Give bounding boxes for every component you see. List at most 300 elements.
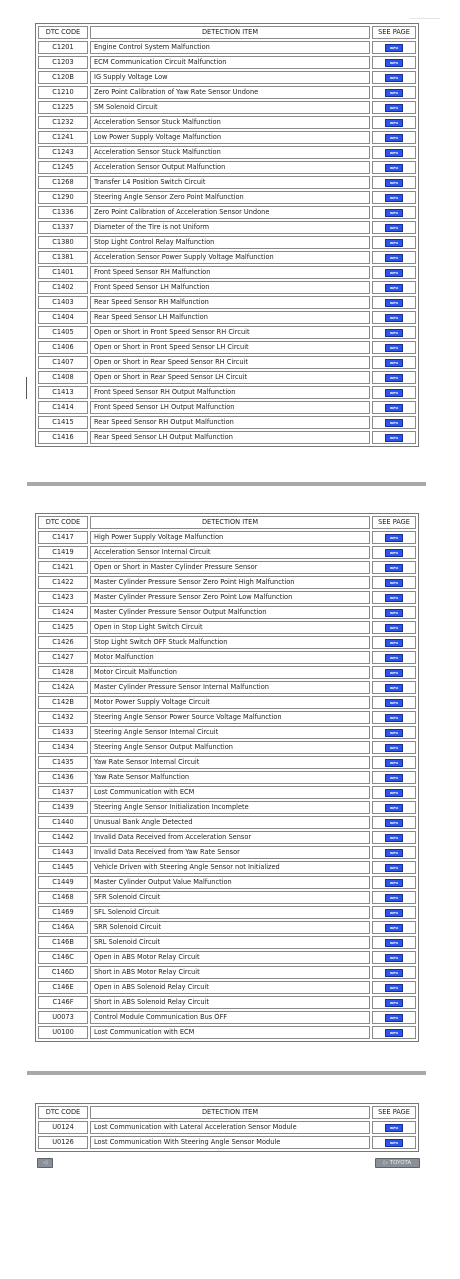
info-button[interactable]: INFO bbox=[385, 74, 403, 82]
detection-item-cell: Acceleration Sensor Power Supply Voltage Malfunction bbox=[90, 251, 370, 264]
info-button[interactable]: INFO bbox=[385, 149, 403, 157]
info-button[interactable]: INFO bbox=[385, 654, 403, 662]
info-button[interactable]: INFO bbox=[385, 239, 403, 247]
see-page-cell bbox=[372, 666, 416, 679]
dtc-code-cell: C1415 bbox=[38, 416, 88, 429]
see-page-cell bbox=[372, 816, 416, 829]
table-row bbox=[38, 591, 416, 604]
table-row bbox=[38, 711, 416, 724]
dtc-code-cell: C1336 bbox=[38, 206, 88, 219]
info-button[interactable]: INFO bbox=[385, 269, 403, 277]
detection-item-cell: Acceleration Sensor Output Malfunction bbox=[90, 161, 370, 174]
see-page-cell bbox=[372, 936, 416, 949]
see-page-cell bbox=[372, 786, 416, 799]
table-row bbox=[38, 131, 416, 144]
table-row bbox=[38, 831, 416, 844]
see-page-cell bbox=[372, 636, 416, 649]
dtc-code-cell: C1468 bbox=[38, 891, 88, 904]
table-row bbox=[38, 431, 416, 444]
detection-item-cell: SFL Solenoid Circuit bbox=[90, 906, 370, 919]
table-row bbox=[38, 636, 416, 649]
section-divider bbox=[27, 1071, 426, 1075]
see-page-cell bbox=[372, 281, 416, 294]
table-row bbox=[38, 861, 416, 874]
detection-item-cell: Zero Point Calibration of Acceleration Sensor Undone bbox=[90, 206, 370, 219]
dtc-code-cell: C1432 bbox=[38, 711, 88, 724]
info-button[interactable]: INFO bbox=[385, 954, 403, 962]
table-row bbox=[38, 696, 416, 709]
text-cursor bbox=[26, 377, 27, 399]
info-button[interactable]: INFO bbox=[385, 549, 403, 557]
see-page-cell bbox=[372, 966, 416, 979]
see-page-cell bbox=[372, 356, 416, 369]
detection-item-cell: Steering Angle Sensor Initialization Incomplete bbox=[90, 801, 370, 814]
dtc-code-cell: C1380 bbox=[38, 236, 88, 249]
dtc-code-cell: C1425 bbox=[38, 621, 88, 634]
dtc-code-cell: C1408 bbox=[38, 371, 88, 384]
dtc-code-cell: C146A bbox=[38, 921, 88, 934]
see-page-cell bbox=[372, 906, 416, 919]
dtc-code-cell: C146D bbox=[38, 966, 88, 979]
table-row bbox=[38, 921, 416, 934]
info-button[interactable]: INFO bbox=[385, 729, 403, 737]
info-button[interactable]: INFO bbox=[385, 984, 403, 992]
dtc-code-cell: C146E bbox=[38, 981, 88, 994]
dtc-code-cell: C1440 bbox=[38, 816, 88, 829]
dtc-code-cell: U0073 bbox=[38, 1011, 88, 1024]
detection-item-cell: ECM Communication Circuit Malfunction bbox=[90, 56, 370, 69]
dtc-code-cell: C1434 bbox=[38, 741, 88, 754]
dtc-code-cell: C1203 bbox=[38, 56, 88, 69]
detection-item-cell: Rear Speed Sensor RH Output Malfunction bbox=[90, 416, 370, 429]
dtc-code-cell: C1435 bbox=[38, 756, 88, 769]
detection-item-cell: Master Cylinder Pressure Sensor Output Malfunction bbox=[90, 606, 370, 619]
dtc-code-header: DTC CODE bbox=[38, 26, 88, 39]
dtc-code-cell: C1421 bbox=[38, 561, 88, 574]
top-rule bbox=[410, 18, 440, 19]
see-page-cell bbox=[372, 576, 416, 589]
info-button[interactable]: INFO bbox=[385, 804, 403, 812]
table-header-row bbox=[38, 1106, 416, 1119]
info-button[interactable]: INFO bbox=[385, 1014, 403, 1022]
detection-item-cell: Lost Communication with Lateral Acceleration Sensor Module bbox=[90, 1121, 370, 1134]
dtc-code-cell: C1437 bbox=[38, 786, 88, 799]
detection-item-cell: Engine Control System Malfunction bbox=[90, 41, 370, 54]
detection-item-cell: Motor Circuit Malfunction bbox=[90, 666, 370, 679]
dtc-code-cell: C1245 bbox=[38, 161, 88, 174]
dtc-code-cell: C1381 bbox=[38, 251, 88, 264]
see-page-cell bbox=[372, 161, 416, 174]
info-button[interactable]: INFO bbox=[385, 879, 403, 887]
section-divider bbox=[27, 482, 426, 486]
table-row bbox=[38, 771, 416, 784]
detection-item-cell: Stop Light Switch OFF Stuck Malfunction bbox=[90, 636, 370, 649]
dtc-code-header: DTC CODE bbox=[38, 1106, 88, 1119]
dtc-code-cell: C1406 bbox=[38, 341, 88, 354]
detection-item-header: DETECTION ITEM bbox=[90, 516, 370, 529]
table-row bbox=[38, 146, 416, 159]
info-button[interactable]: INFO bbox=[385, 299, 403, 307]
dtc-code-header: DTC CODE bbox=[38, 516, 88, 529]
see-page-cell bbox=[372, 41, 416, 54]
dtc-code-cell: C1404 bbox=[38, 311, 88, 324]
table-row bbox=[38, 191, 416, 204]
info-button[interactable]: INFO bbox=[385, 834, 403, 842]
see-page-header: SEE PAGE bbox=[372, 516, 416, 529]
table-row bbox=[38, 576, 416, 589]
dtc-code-cell: C1337 bbox=[38, 221, 88, 234]
detection-item-cell: Zero Point Calibration of Yaw Rate Sensor Undone bbox=[90, 86, 370, 99]
see-page-cell bbox=[372, 71, 416, 84]
info-button[interactable]: INFO bbox=[385, 134, 403, 142]
see-page-cell bbox=[372, 236, 416, 249]
dtc-code-cell: C1422 bbox=[38, 576, 88, 589]
table-row bbox=[38, 416, 416, 429]
detection-item-cell: High Power Supply Voltage Malfunction bbox=[90, 531, 370, 544]
info-button[interactable]: INFO bbox=[385, 329, 403, 337]
see-page-cell bbox=[372, 131, 416, 144]
see-page-cell bbox=[372, 981, 416, 994]
info-button[interactable]: INFO bbox=[385, 669, 403, 677]
table-row bbox=[38, 666, 416, 679]
table-row bbox=[38, 161, 416, 174]
dtc-code-cell: C1403 bbox=[38, 296, 88, 309]
table-row bbox=[38, 1121, 416, 1134]
table-row bbox=[38, 726, 416, 739]
detection-item-cell: Invalid Data Received from Acceleration Sensor bbox=[90, 831, 370, 844]
dtc-table-3 bbox=[35, 1103, 419, 1152]
detection-item-header: DETECTION ITEM bbox=[90, 26, 370, 39]
dtc-code-cell: C1416 bbox=[38, 431, 88, 444]
info-button[interactable]: INFO bbox=[385, 164, 403, 172]
see-page-cell bbox=[372, 591, 416, 604]
detection-item-cell: Stop Light Control Relay Malfunction bbox=[90, 236, 370, 249]
info-button[interactable]: INFO bbox=[385, 594, 403, 602]
table-row bbox=[38, 311, 416, 324]
see-page-cell bbox=[372, 191, 416, 204]
table-row bbox=[38, 326, 416, 339]
detection-item-cell: Open or Short in Front Speed Sensor LH Circuit bbox=[90, 341, 370, 354]
info-button[interactable]: INFO bbox=[385, 224, 403, 232]
see-page-cell bbox=[372, 711, 416, 724]
see-page-cell bbox=[372, 876, 416, 889]
detection-item-cell: Acceleration Sensor Internal Circuit bbox=[90, 546, 370, 559]
table-row bbox=[38, 786, 416, 799]
dtc-code-cell: C146B bbox=[38, 936, 88, 949]
info-button[interactable]: INFO bbox=[385, 774, 403, 782]
see-page-cell bbox=[372, 531, 416, 544]
see-page-cell bbox=[372, 56, 416, 69]
info-button[interactable]: INFO bbox=[385, 89, 403, 97]
see-page-cell bbox=[372, 741, 416, 754]
table-row bbox=[38, 1026, 416, 1039]
table-row bbox=[38, 531, 416, 544]
table-row bbox=[38, 621, 416, 634]
detection-item-cell: Front Speed Sensor RH Output Malfunction bbox=[90, 386, 370, 399]
info-button[interactable]: INFO bbox=[385, 924, 403, 932]
table-row bbox=[38, 221, 416, 234]
dtc-code-cell: C146C bbox=[38, 951, 88, 964]
toyota-next-button[interactable]: ▷ TOYOTA bbox=[375, 1158, 420, 1168]
detection-item-cell: Open or Short in Rear Speed Sensor RH Circuit bbox=[90, 356, 370, 369]
see-page-header: SEE PAGE bbox=[372, 1106, 416, 1119]
table-row bbox=[38, 116, 416, 129]
detection-item-cell: Short in ABS Solenoid Relay Circuit bbox=[90, 996, 370, 1009]
info-button[interactable]: INFO bbox=[385, 819, 403, 827]
detection-item-cell: Lost Communication with ECM bbox=[90, 786, 370, 799]
detection-item-cell: Invalid Data Received from Yaw Rate Sensor bbox=[90, 846, 370, 859]
table-row bbox=[38, 281, 416, 294]
see-page-cell bbox=[372, 921, 416, 934]
info-button[interactable]: INFO bbox=[385, 1139, 403, 1147]
dtc-code-cell: C1426 bbox=[38, 636, 88, 649]
detection-item-cell: Rear Speed Sensor RH Malfunction bbox=[90, 296, 370, 309]
table-row bbox=[38, 906, 416, 919]
table-row bbox=[38, 341, 416, 354]
table-row bbox=[38, 741, 416, 754]
table-row bbox=[38, 951, 416, 964]
detection-item-cell: Low Power Supply Voltage Malfunction bbox=[90, 131, 370, 144]
info-button[interactable]: INFO bbox=[385, 909, 403, 917]
table-header-row bbox=[38, 26, 416, 39]
info-button[interactable]: INFO bbox=[385, 254, 403, 262]
see-page-cell bbox=[372, 401, 416, 414]
info-button[interactable]: INFO bbox=[385, 939, 403, 947]
see-page-cell bbox=[372, 561, 416, 574]
table-row bbox=[38, 561, 416, 574]
table-row bbox=[38, 386, 416, 399]
table-row bbox=[38, 176, 416, 189]
see-page-cell bbox=[372, 801, 416, 814]
see-page-header: SEE PAGE bbox=[372, 26, 416, 39]
dtc-code-cell: C1401 bbox=[38, 266, 88, 279]
see-page-cell bbox=[372, 861, 416, 874]
dtc-code-cell: C120B bbox=[38, 71, 88, 84]
table-row bbox=[38, 546, 416, 559]
info-button[interactable]: INFO bbox=[385, 359, 403, 367]
table-row bbox=[38, 206, 416, 219]
table-row bbox=[38, 801, 416, 814]
info-button[interactable]: INFO bbox=[385, 344, 403, 352]
see-page-cell bbox=[372, 996, 416, 1009]
table-row bbox=[38, 846, 416, 859]
detection-item-cell: Control Module Communication Bus OFF bbox=[90, 1011, 370, 1024]
see-page-cell bbox=[372, 341, 416, 354]
info-button[interactable]: INFO bbox=[385, 1029, 403, 1037]
see-page-cell bbox=[372, 146, 416, 159]
see-page-cell bbox=[372, 416, 416, 429]
see-page-cell bbox=[372, 296, 416, 309]
table-row bbox=[38, 681, 416, 694]
detection-item-cell: Master Cylinder Pressure Sensor Internal Malfunction bbox=[90, 681, 370, 694]
info-button[interactable]: INFO bbox=[385, 314, 403, 322]
dtc-table-2 bbox=[35, 513, 419, 1042]
info-button[interactable]: INFO bbox=[385, 534, 403, 542]
dtc-code-cell: C146F bbox=[38, 996, 88, 1009]
table-row bbox=[38, 86, 416, 99]
dtc-code-cell: C1210 bbox=[38, 86, 88, 99]
dtc-code-cell: C1201 bbox=[38, 41, 88, 54]
see-page-cell bbox=[372, 696, 416, 709]
info-button[interactable]: INFO bbox=[385, 564, 403, 572]
info-button[interactable]: INFO bbox=[385, 684, 403, 692]
previous-page-button[interactable]: ◁ bbox=[37, 1158, 53, 1168]
detection-item-cell: Open in ABS Motor Relay Circuit bbox=[90, 951, 370, 964]
info-button[interactable]: INFO bbox=[385, 699, 403, 707]
see-page-cell bbox=[372, 1121, 416, 1134]
dtc-code-cell: C1445 bbox=[38, 861, 88, 874]
info-button[interactable]: INFO bbox=[385, 609, 403, 617]
info-button[interactable]: INFO bbox=[385, 434, 403, 442]
info-button[interactable]: INFO bbox=[385, 179, 403, 187]
table-row bbox=[38, 56, 416, 69]
info-button[interactable]: INFO bbox=[385, 284, 403, 292]
info-button[interactable]: INFO bbox=[385, 389, 403, 397]
dtc-code-cell: C1417 bbox=[38, 531, 88, 544]
table-row bbox=[38, 236, 416, 249]
info-button[interactable]: INFO bbox=[385, 579, 403, 587]
table-row bbox=[38, 1011, 416, 1024]
info-button[interactable]: INFO bbox=[385, 374, 403, 382]
see-page-cell bbox=[372, 206, 416, 219]
detection-item-cell: SFR Solenoid Circuit bbox=[90, 891, 370, 904]
dtc-code-cell: C1427 bbox=[38, 651, 88, 664]
see-page-cell bbox=[372, 546, 416, 559]
info-button[interactable]: INFO bbox=[385, 119, 403, 127]
dtc-code-cell: C1232 bbox=[38, 116, 88, 129]
info-button[interactable]: INFO bbox=[385, 969, 403, 977]
see-page-cell bbox=[372, 371, 416, 384]
info-button[interactable]: INFO bbox=[385, 1124, 403, 1132]
dtc-code-cell: C1423 bbox=[38, 591, 88, 604]
detection-item-cell: Transfer L4 Position Switch Circuit bbox=[90, 176, 370, 189]
dtc-code-cell: C142A bbox=[38, 681, 88, 694]
info-button[interactable]: INFO bbox=[385, 999, 403, 1007]
table-row bbox=[38, 876, 416, 889]
info-button[interactable]: INFO bbox=[385, 44, 403, 52]
detection-item-cell: Short in ABS Motor Relay Circuit bbox=[90, 966, 370, 979]
dtc-code-cell: C1241 bbox=[38, 131, 88, 144]
detection-item-cell: Front Speed Sensor LH Output Malfunction bbox=[90, 401, 370, 414]
see-page-cell bbox=[372, 1136, 416, 1149]
info-button[interactable]: INFO bbox=[385, 744, 403, 752]
table-row bbox=[38, 356, 416, 369]
see-page-cell bbox=[372, 771, 416, 784]
see-page-cell bbox=[372, 681, 416, 694]
info-button[interactable]: INFO bbox=[385, 624, 403, 632]
dtc-code-cell: C1424 bbox=[38, 606, 88, 619]
detection-item-cell: IG Supply Voltage Low bbox=[90, 71, 370, 84]
see-page-cell bbox=[372, 116, 416, 129]
info-button[interactable]: INFO bbox=[385, 419, 403, 427]
see-page-cell bbox=[372, 431, 416, 444]
dtc-code-cell: C1442 bbox=[38, 831, 88, 844]
table-header-row bbox=[38, 516, 416, 529]
see-page-cell bbox=[372, 251, 416, 264]
see-page-cell bbox=[372, 86, 416, 99]
table-row bbox=[38, 41, 416, 54]
see-page-cell bbox=[372, 651, 416, 664]
detection-item-cell: Open in Stop Light Switch Circuit bbox=[90, 621, 370, 634]
detection-item-cell: Front Speed Sensor LH Malfunction bbox=[90, 281, 370, 294]
info-button[interactable]: INFO bbox=[385, 404, 403, 412]
see-page-cell bbox=[372, 266, 416, 279]
info-button[interactable]: INFO bbox=[385, 759, 403, 767]
detection-item-cell: SM Solenoid Circuit bbox=[90, 101, 370, 114]
see-page-cell bbox=[372, 1011, 416, 1024]
see-page-cell bbox=[372, 726, 416, 739]
detection-item-cell: Acceleration Sensor Stuck Malfunction bbox=[90, 116, 370, 129]
dtc-code-cell: C1419 bbox=[38, 546, 88, 559]
table-row bbox=[38, 891, 416, 904]
table-row bbox=[38, 936, 416, 949]
dtc-table-1 bbox=[35, 23, 419, 447]
dtc-code-cell: C1225 bbox=[38, 101, 88, 114]
detection-item-cell: Yaw Rate Sensor Malfunction bbox=[90, 771, 370, 784]
see-page-cell bbox=[372, 386, 416, 399]
info-button[interactable]: INFO bbox=[385, 209, 403, 217]
info-button[interactable]: INFO bbox=[385, 104, 403, 112]
table-row bbox=[38, 71, 416, 84]
dtc-code-cell: C1414 bbox=[38, 401, 88, 414]
info-button[interactable]: INFO bbox=[385, 894, 403, 902]
detection-item-cell: Motor Power Supply Voltage Circuit bbox=[90, 696, 370, 709]
dtc-code-cell: C142B bbox=[38, 696, 88, 709]
table-row bbox=[38, 371, 416, 384]
table-row bbox=[38, 401, 416, 414]
see-page-cell bbox=[372, 101, 416, 114]
info-button[interactable]: INFO bbox=[385, 194, 403, 202]
detection-item-cell: Steering Angle Sensor Output Malfunction bbox=[90, 741, 370, 754]
info-button[interactable]: INFO bbox=[385, 789, 403, 797]
detection-item-header: DETECTION ITEM bbox=[90, 1106, 370, 1119]
table-row bbox=[38, 816, 416, 829]
detection-item-cell: Lost Communication With Steering Angle Sensor Module bbox=[90, 1136, 370, 1149]
see-page-cell bbox=[372, 176, 416, 189]
see-page-cell bbox=[372, 951, 416, 964]
dtc-code-cell: C1268 bbox=[38, 176, 88, 189]
dtc-code-cell: C1428 bbox=[38, 666, 88, 679]
dtc-code-cell: U0126 bbox=[38, 1136, 88, 1149]
dtc-code-cell: C1436 bbox=[38, 771, 88, 784]
table-row bbox=[38, 251, 416, 264]
detection-item-cell: Lost Communication with ECM bbox=[90, 1026, 370, 1039]
info-button[interactable]: INFO bbox=[385, 864, 403, 872]
table-row bbox=[38, 996, 416, 1009]
detection-item-cell: Open in ABS Solenoid Relay Circuit bbox=[90, 981, 370, 994]
info-button[interactable]: INFO bbox=[385, 849, 403, 857]
dtc-code-cell: U0100 bbox=[38, 1026, 88, 1039]
detection-item-cell: Vehicle Driven with Steering Angle Sensor not Initialized bbox=[90, 861, 370, 874]
see-page-cell bbox=[372, 831, 416, 844]
info-button[interactable]: INFO bbox=[385, 639, 403, 647]
see-page-cell bbox=[372, 846, 416, 859]
dtc-code-cell: C1402 bbox=[38, 281, 88, 294]
detection-item-cell: SRR Solenoid Circuit bbox=[90, 921, 370, 934]
table-row bbox=[38, 981, 416, 994]
dtc-code-cell: C1449 bbox=[38, 876, 88, 889]
see-page-cell bbox=[372, 606, 416, 619]
detection-item-cell: Motor Malfunction bbox=[90, 651, 370, 664]
dtc-code-cell: C1433 bbox=[38, 726, 88, 739]
detection-item-cell: Steering Angle Sensor Internal Circuit bbox=[90, 726, 370, 739]
detection-item-cell: Rear Speed Sensor LH Output Malfunction bbox=[90, 431, 370, 444]
dtc-code-cell: C1469 bbox=[38, 906, 88, 919]
info-button[interactable]: INFO bbox=[385, 59, 403, 67]
detection-item-cell: Rear Speed Sensor LH Malfunction bbox=[90, 311, 370, 324]
dtc-code-cell: U0124 bbox=[38, 1121, 88, 1134]
info-button[interactable]: INFO bbox=[385, 714, 403, 722]
